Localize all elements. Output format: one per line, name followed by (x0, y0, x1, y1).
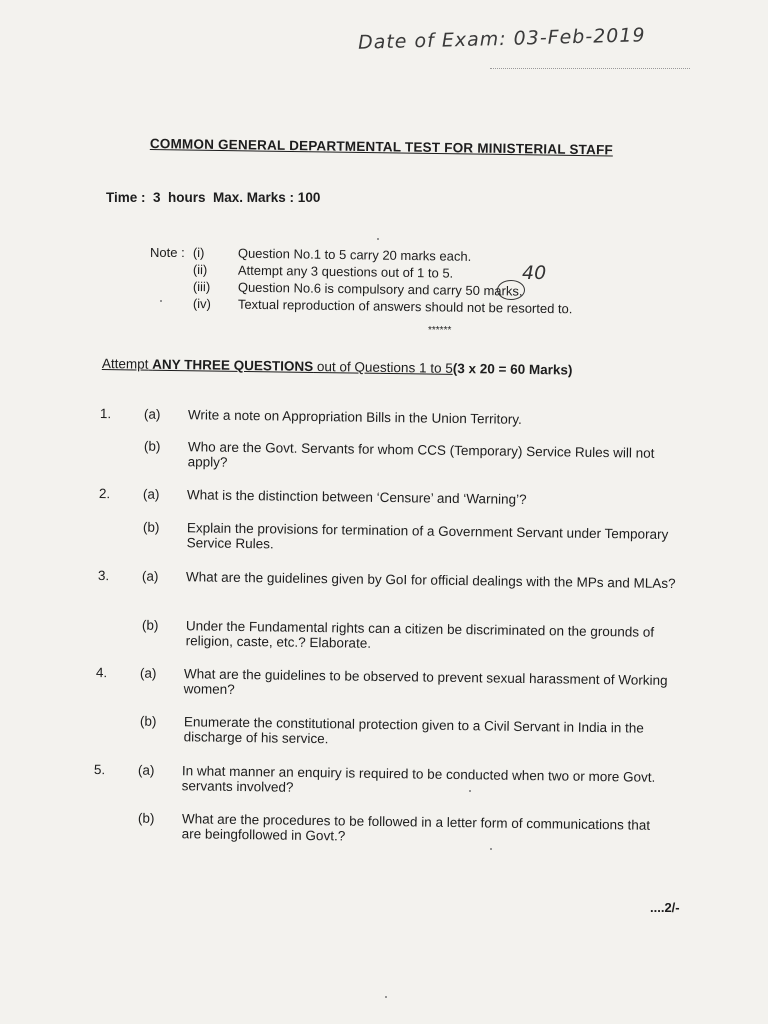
question-text: What are the guidelines to be observed to prevent sexual harassment of Working women? (183, 666, 668, 697)
note-text: Attempt any 3 questions out of 1 to 5. (237, 262, 454, 281)
note-number: (iii) (192, 279, 211, 295)
time-and-marks: Time : 3 hours Max. Marks : 100 (106, 190, 321, 205)
question-text: Who are the Govt. Servants for whom CCS (Temporary) Service Rules will not apply? (187, 439, 655, 470)
paper-title: COMMON GENERAL DEPARTMENTAL TEST FOR MINISTERIAL STAFF (149, 136, 614, 158)
question-part: (a) (137, 762, 155, 778)
note-text: Question No.1 to 5 carry 20 marks each. (237, 245, 472, 264)
scan-speck (469, 790, 471, 792)
scan-speck (490, 848, 492, 850)
question-number: 3. (97, 568, 110, 584)
handwritten-circle-mark (497, 280, 525, 300)
question-part: (a) (142, 486, 160, 502)
question-text: Enumerate the constitutional protection given to a Civil Servant in India in the discharge of his service. (183, 714, 644, 747)
question-text: What are the procedures to be followed in a letter form of communications that are beingfollowed in Govt.? (181, 811, 651, 844)
handwritten-underline (490, 68, 690, 69)
question-part: (b) (141, 617, 159, 633)
question-text: Write a note on Appropriation Bills in the Union Territory. (187, 407, 522, 427)
question-part: (a) (143, 406, 161, 422)
question-number: 5. (93, 762, 106, 778)
question-number: 2. (98, 486, 111, 502)
question-text: What is the distinction between ‘Censure’ and ‘Warning’? (186, 487, 527, 507)
question-number: 4. (95, 665, 108, 681)
question-part: (b) (143, 438, 161, 454)
question-number: 1. (99, 406, 112, 422)
handwritten-exam-date: Date of Exam: 03-Feb-2019 (357, 24, 646, 54)
question-text: Under the Fundamental rights can a citizen be discriminated on the grounds of religion, caste, etc.? Elaborate. (185, 618, 655, 651)
note-number: (iv) (192, 296, 212, 312)
note-text: Question No.6 is compulsory and carry 50 marks. (237, 279, 523, 299)
section-heading: Attempt ANY THREE QUESTIONS out of Questions 1 to 5(3 x 20 = 60 Marks) (101, 356, 573, 378)
question-text: What are the guidelines given by GoI for official dealings with the MPs and MLAs? (185, 569, 676, 592)
scan-speck (385, 996, 387, 998)
note-text: Textual reproduction of answers should not be resorted to. (237, 296, 573, 317)
question-part: (b) (142, 519, 160, 535)
note-number: (ii) (192, 262, 208, 278)
question-text: In what manner an enquiry is required to be conducted when two or more Govt. servants involved? (181, 763, 656, 795)
question-part: (a) (139, 665, 157, 681)
scan-speck (377, 238, 379, 240)
scan-speck (160, 300, 162, 302)
question-part: (b) (139, 713, 157, 729)
question-part: (b) (137, 810, 155, 826)
note-number: (i) (192, 245, 205, 261)
separator-stars: ****** (428, 325, 452, 336)
page-continuation-marker: ....2/- (650, 900, 680, 915)
note-label: Note : (150, 245, 185, 260)
handwritten-marks-correction: 40 (522, 262, 547, 284)
question-text: Explain the provisions for termination of a Government Servant under Temporary Service Rules. (186, 520, 669, 552)
question-part: (a) (141, 568, 159, 584)
